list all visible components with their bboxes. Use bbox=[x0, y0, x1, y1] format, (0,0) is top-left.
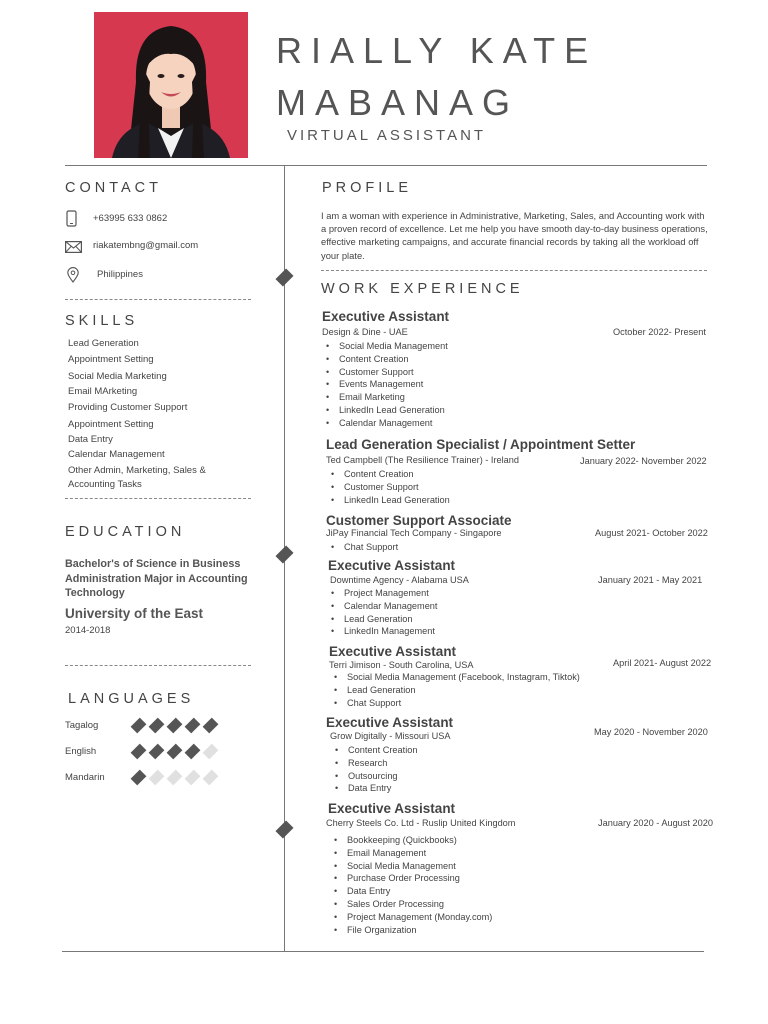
skill-item: Data Entry bbox=[68, 434, 113, 445]
job-title: Customer Support Associate bbox=[326, 513, 512, 528]
job-company: Terri Jimison - South Carolina, USA bbox=[329, 660, 474, 670]
duty-item: • LinkedIn Lead Generation bbox=[322, 404, 448, 417]
job-duties bbox=[330, 834, 492, 936]
language-level bbox=[132, 745, 217, 758]
duty-item: • Calendar Management bbox=[322, 417, 448, 430]
job-company: Downtime Agency - Alabama USA bbox=[330, 575, 469, 585]
job-title: Executive Assistant bbox=[329, 644, 457, 659]
duty-item: • Lead Generation bbox=[327, 613, 437, 626]
duty-item: • Purchase Order Processing bbox=[330, 872, 492, 885]
job-title: Lead Generation Specialist / Appointment Setter bbox=[326, 437, 636, 452]
portrait-illustration bbox=[94, 12, 248, 158]
level-diamond-filled bbox=[131, 744, 147, 760]
duty-item: • Social Media Management (Facebook, Instagram, Tiktok) bbox=[330, 671, 580, 684]
job-company: JiPay Financial Tech Company - Singapore bbox=[326, 528, 502, 538]
duty-item: • Calendar Management bbox=[327, 600, 437, 613]
job-dates: May 2020 - November 2020 bbox=[594, 727, 708, 737]
level-diamond-filled bbox=[149, 744, 165, 760]
job-role: VIRTUAL ASSISTANT bbox=[287, 127, 487, 144]
section-separator bbox=[65, 665, 251, 666]
duty-item: • LinkedIn Management bbox=[327, 625, 437, 638]
duty-item: • Sales Order Processing bbox=[330, 898, 492, 911]
profile-heading: PROFILE bbox=[322, 180, 413, 196]
duty-item: • Email Marketing bbox=[322, 391, 448, 404]
duty-item: • Customer Support bbox=[322, 366, 448, 379]
duty-item: • Project Management bbox=[327, 587, 437, 600]
duty-item: • Customer Support bbox=[327, 481, 450, 494]
level-diamond-empty bbox=[149, 770, 165, 786]
language-level bbox=[132, 719, 217, 732]
job-company: Grow Digitally - Missouri USA bbox=[330, 731, 451, 741]
degree-line: Administration Major in Accounting bbox=[65, 572, 248, 585]
skill-item: Providing Customer Support bbox=[68, 402, 188, 413]
contact-location: Philippines bbox=[97, 269, 143, 280]
level-diamond-filled bbox=[185, 744, 201, 760]
section-separator bbox=[65, 299, 251, 300]
degree-line: Technology bbox=[65, 587, 125, 599]
language-name: Mandarin bbox=[65, 772, 105, 783]
level-diamond-empty bbox=[203, 744, 219, 760]
level-diamond-filled bbox=[131, 770, 147, 786]
duty-item: • Lead Generation bbox=[330, 684, 580, 697]
degree-line: Bachelor's of Science in Business bbox=[65, 558, 241, 570]
job-title: Executive Assistant bbox=[322, 309, 450, 324]
job-duties bbox=[330, 671, 580, 709]
level-diamond-filled bbox=[149, 718, 165, 734]
job-duties bbox=[322, 340, 448, 430]
duty-item: • Outsourcing bbox=[331, 770, 417, 783]
job-title: Executive Assistant bbox=[328, 558, 456, 573]
section-separator bbox=[321, 270, 707, 271]
divider-diamond bbox=[275, 545, 293, 563]
job-dates: January 2021 - May 2021 bbox=[598, 575, 703, 585]
job-dates: August 2021- October 2022 bbox=[595, 528, 708, 538]
job-duties bbox=[331, 744, 417, 795]
duty-item: • Data Entry bbox=[330, 885, 492, 898]
language-level bbox=[132, 771, 217, 784]
profile-photo bbox=[94, 12, 248, 158]
duty-item: • Project Management (Monday.com) bbox=[330, 911, 492, 924]
name-first: RIALLY KATE bbox=[276, 30, 598, 71]
skill-item: Appointment Setting bbox=[68, 419, 154, 430]
email-icon bbox=[65, 240, 82, 258]
contact-phone[interactable]: +63995 633 0862 bbox=[93, 213, 168, 224]
skill-item: Lead Generation bbox=[68, 338, 139, 349]
duty-item: • Chat Support bbox=[327, 541, 398, 554]
job-dates: April 2021- August 2022 bbox=[613, 658, 712, 668]
duty-item: • Chat Support bbox=[330, 697, 580, 710]
footer-divider bbox=[62, 951, 704, 952]
job-duties bbox=[327, 541, 398, 554]
section-separator bbox=[65, 498, 251, 499]
duty-item: • Bookkeeping (Quickbooks) bbox=[330, 834, 492, 847]
duty-item: • Email Management bbox=[330, 847, 492, 860]
name-last: MABANAG bbox=[276, 82, 520, 123]
language-name: English bbox=[65, 746, 97, 757]
level-diamond-empty bbox=[167, 770, 183, 786]
duty-item: • Content Creation bbox=[322, 353, 448, 366]
level-diamond-filled bbox=[203, 718, 219, 734]
duty-item: • Social Media Management bbox=[322, 340, 448, 353]
education-degree bbox=[65, 557, 248, 601]
job-dates: January 2022- November 2022 bbox=[580, 456, 707, 466]
skill-item: Calendar Management bbox=[68, 449, 165, 460]
work-experience-heading: WORK EXPERIENCE bbox=[321, 281, 524, 297]
level-diamond-empty bbox=[203, 770, 219, 786]
job-company: Cherry Steels Co. Ltd - Ruslip United Kingdom bbox=[326, 818, 516, 828]
job-title: Executive Assistant bbox=[328, 801, 456, 816]
job-dates: October 2022- Present bbox=[613, 327, 706, 337]
job-duties bbox=[327, 587, 437, 638]
profile-summary: I am a woman with experience in Administrative, Marketing, Sales, and Accounting work with a proven record of excellence. Let me help you have smooth day-to-day business operations, effective marketing campaigns, and accurate financial records by taking all the workload off your plate. bbox=[321, 210, 708, 261]
duty-item: • Social Media Management bbox=[330, 860, 492, 873]
skills-heading: SKILLS bbox=[65, 313, 139, 329]
skill-item: Social Media Marketing bbox=[68, 371, 167, 382]
job-duties bbox=[327, 468, 450, 506]
skill-item: Email MArketing bbox=[68, 386, 138, 397]
duty-item: • Content Creation bbox=[327, 468, 450, 481]
contact-heading: CONTACT bbox=[65, 180, 163, 196]
education-school: University of the East bbox=[65, 606, 204, 621]
duty-item: • Content Creation bbox=[331, 744, 417, 757]
job-title: Executive Assistant bbox=[326, 715, 454, 730]
job-company: Design & Dine - UAE bbox=[322, 327, 408, 337]
language-name: Tagalog bbox=[65, 720, 99, 731]
duty-item: • Research bbox=[331, 757, 417, 770]
duty-item: • Data Entry bbox=[331, 782, 417, 795]
job-dates: January 2020 - August 2020 bbox=[598, 818, 713, 828]
divider-diamond bbox=[275, 820, 293, 838]
duty-item: • File Organization bbox=[330, 924, 492, 937]
header-divider bbox=[65, 165, 707, 166]
duty-item: • Events Management bbox=[322, 378, 448, 391]
education-heading: EDUCATION bbox=[65, 524, 186, 540]
duty-item: • LinkedIn Lead Generation bbox=[327, 494, 450, 507]
phone-icon bbox=[66, 210, 77, 232]
level-diamond-filled bbox=[131, 718, 147, 734]
skill-item: Accounting Tasks bbox=[68, 479, 142, 490]
contact-email[interactable]: riakatembng@gmail.com bbox=[93, 240, 199, 251]
job-company: Ted Campbell (The Resilience Trainer) - Ireland bbox=[326, 455, 520, 465]
education-years: 2014-2018 bbox=[65, 625, 111, 636]
skill-item: Appointment Setting bbox=[68, 354, 154, 365]
location-pin-icon bbox=[67, 267, 79, 288]
divider-diamond bbox=[275, 268, 293, 286]
skill-item: Other Admin, Marketing, Sales & bbox=[68, 465, 206, 476]
level-diamond-empty bbox=[185, 770, 201, 786]
level-diamond-filled bbox=[167, 718, 183, 734]
level-diamond-filled bbox=[185, 718, 201, 734]
languages-heading: LANGUAGES bbox=[68, 691, 195, 707]
level-diamond-filled bbox=[167, 744, 183, 760]
